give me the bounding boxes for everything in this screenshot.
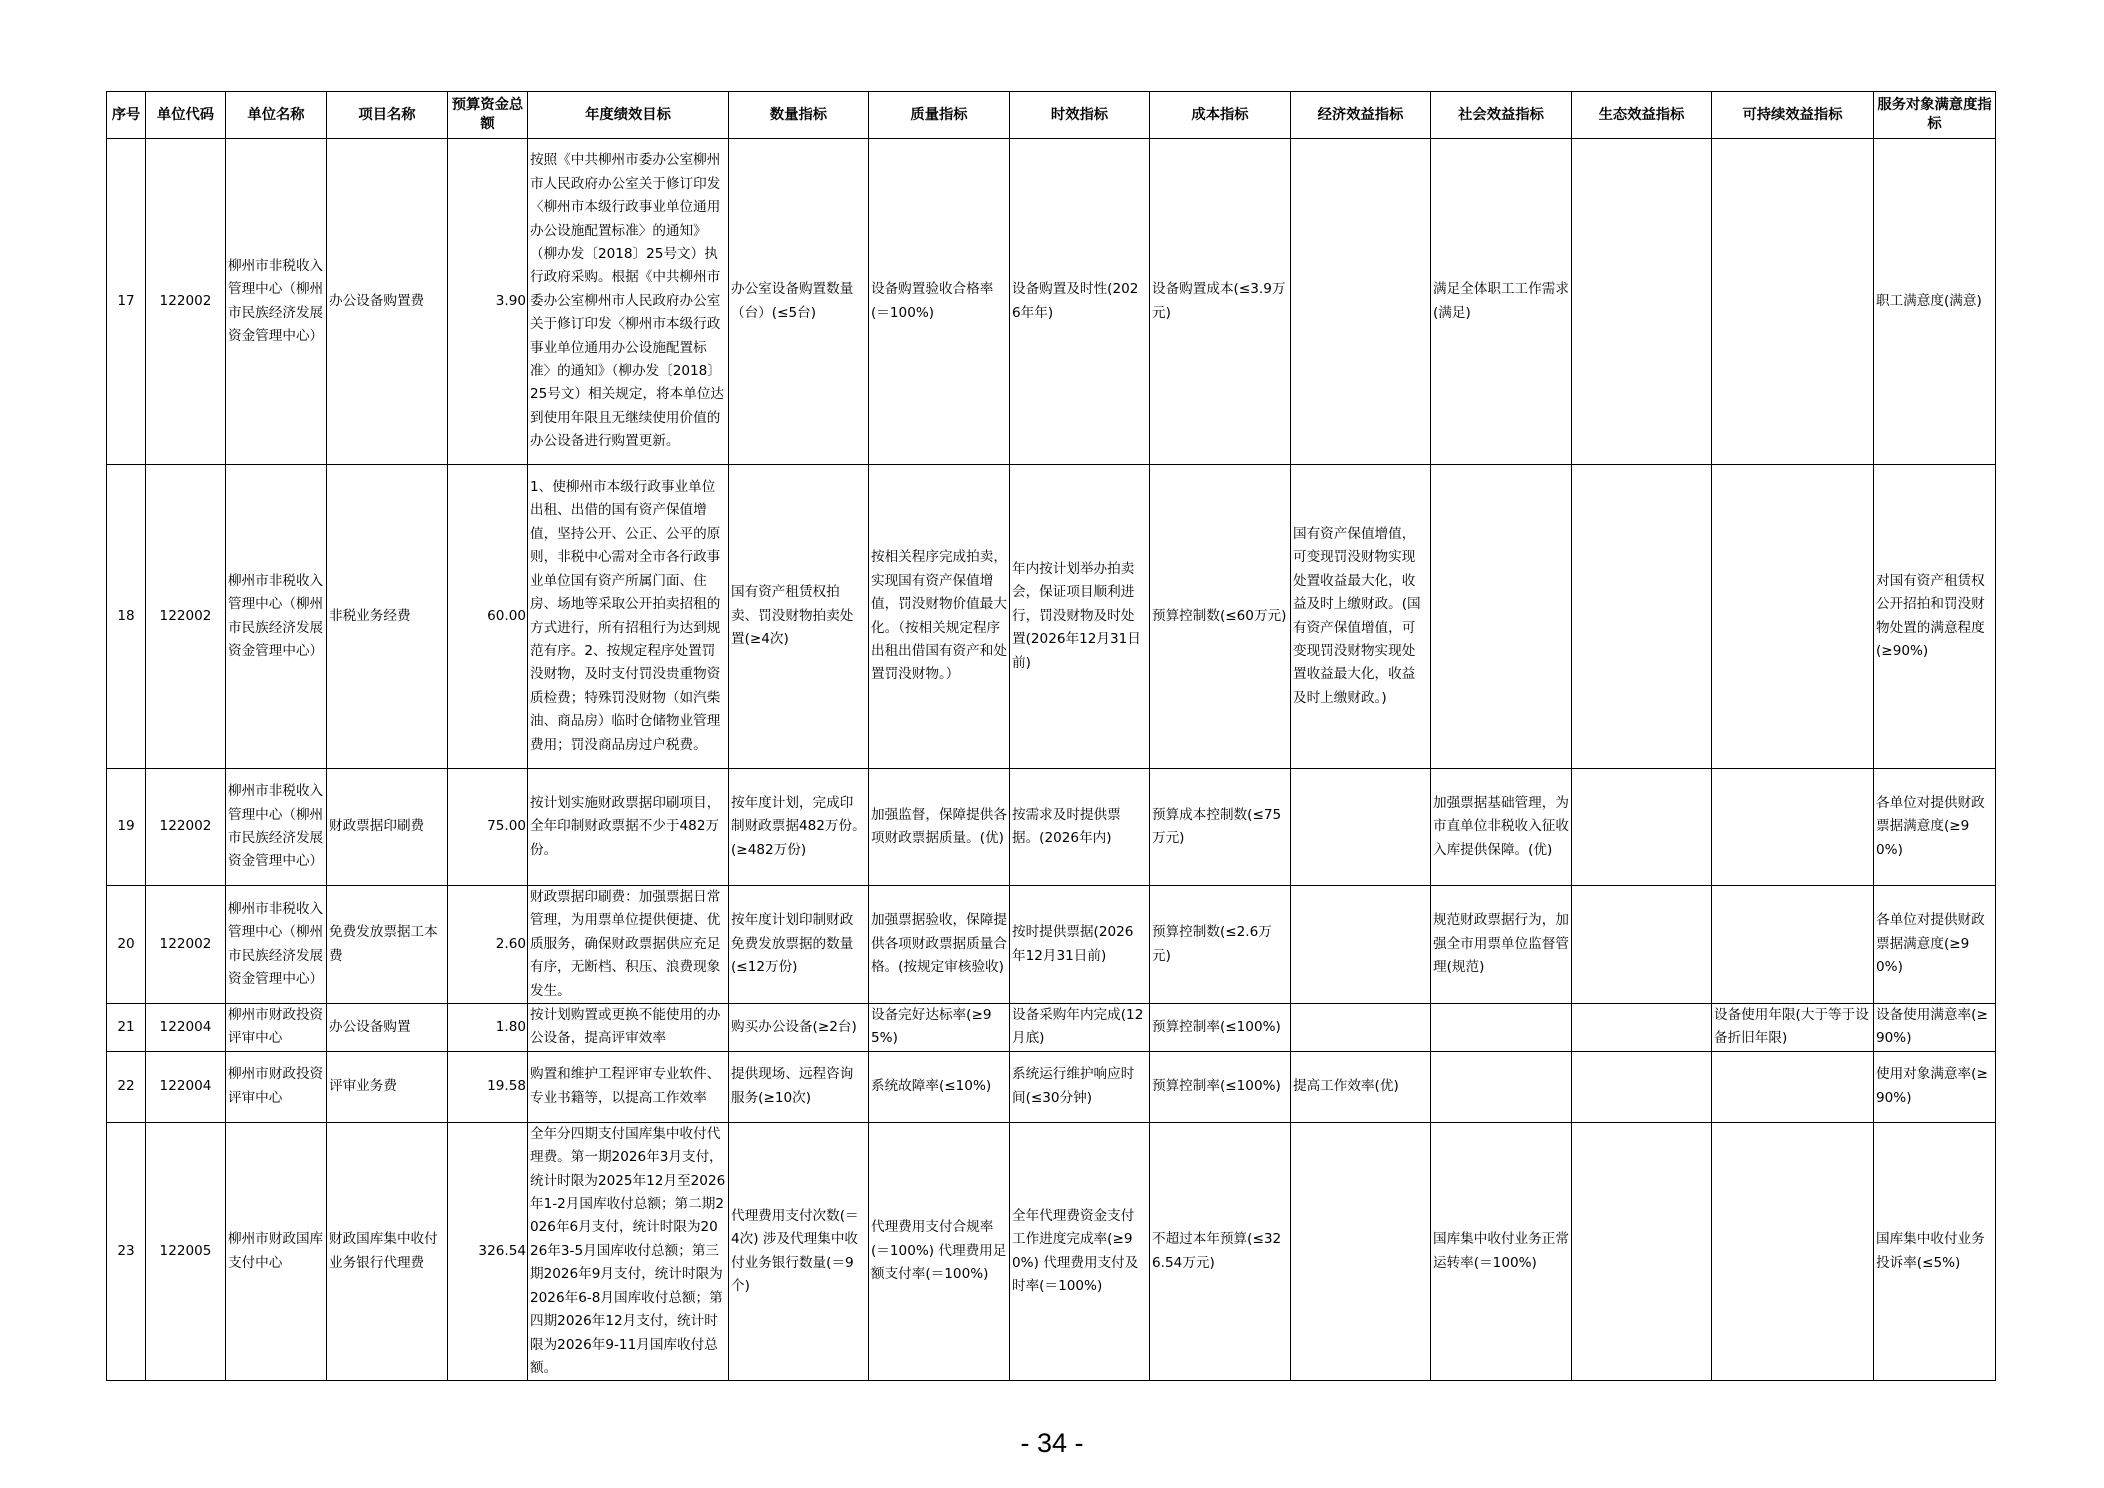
timeliness-indicator: 按需求及时提供票据。(2026年内): [1010, 769, 1150, 886]
unit-name: 柳州市非税收入管理中心（柳州市民族经济发展资金管理中心）: [226, 465, 327, 769]
quantity-indicator: 按年度计划印制财政免费发放票据的数量(≤12万份): [729, 886, 869, 1004]
quantity-indicator: 国有资产租赁权拍卖、罚没财物拍卖处置(≥4次): [729, 465, 869, 769]
satisfaction-indicator: 对国有资产租赁权公开招拍和罚没财物处置的满意程度(≥90%): [1874, 465, 1996, 769]
ecological-indicator: [1572, 139, 1712, 465]
header-cell: 经济效益指标: [1291, 92, 1431, 139]
sustainable-indicator: [1712, 1051, 1874, 1122]
sustainable-indicator: [1712, 886, 1874, 1004]
sustainable-indicator: [1712, 1122, 1874, 1380]
header-cell: 项目名称: [327, 92, 448, 139]
table-row: [107, 465, 1996, 769]
ecological-indicator: [1572, 886, 1712, 1004]
satisfaction-indicator: 国库集中收付业务投诉率(≤5%): [1874, 1122, 1996, 1380]
budget-total: 60.00: [448, 465, 528, 769]
header-cell: 数量指标: [729, 92, 869, 139]
ecological-indicator: [1572, 1051, 1712, 1122]
quality-indicator: 代理费用支付合规率(＝100%) 代理费用足额支付率(＝100%): [869, 1122, 1010, 1380]
project-name: 评审业务费: [327, 1051, 448, 1122]
annual-goal: 购置和维护工程评审专业软件、专业书籍等，以提高工作效率: [528, 1051, 729, 1122]
row-number: 21: [107, 1004, 146, 1052]
unit-name: 柳州市非税收入管理中心（柳州市民族经济发展资金管理中心）: [226, 769, 327, 886]
table-row: [107, 886, 1996, 1004]
cost-indicator: 设备购置成本(≤3.9万元): [1150, 139, 1291, 465]
table-row: [107, 139, 1996, 465]
ecological-indicator: [1572, 769, 1712, 886]
social-indicator: 国库集中收付业务正常运转率(＝100%): [1431, 1122, 1572, 1380]
header-cell: 质量指标: [869, 92, 1010, 139]
annual-goal: 按计划实施财政票据印刷项目，全年印制财政票据不少于482万份。: [528, 769, 729, 886]
unit-code: 122002: [146, 465, 226, 769]
cost-indicator: 预算控制数(≤2.6万元): [1150, 886, 1291, 1004]
project-name: 办公设备购置费: [327, 139, 448, 465]
ecological-indicator: [1572, 465, 1712, 769]
unit-name: 柳州市财政投资评审中心: [226, 1004, 327, 1052]
social-indicator: 规范财政票据行为，加强全市用票单位监督管理(规范): [1431, 886, 1572, 1004]
annual-goal: 全年分四期支付国库集中收付代理费。第一期2026年3月支付，统计时限为2025年12月至2026年1-2月国库收付总额；第二期2026年6月支付，统计时限为2026年3-5月国库收付总额；第三期2026年9月支付，统计时限为2026年6-8月国库收付总额；第四期2026年12月支付，统计时限为2026年9-11月国库收付总额。: [528, 1122, 729, 1380]
annual-goal: 1、使柳州市本级行政事业单位出租、出借的国有资产保值增值，坚持公开、公正、公平的原则，非税中心需对全市各行政事业单位国有资产所属门面、住房、场地等采取公开拍卖招租的方式进行，所有招租行为达到规范有序。2、按规定程序处置罚没财物，及时支付罚没贵重物资质检费；特殊罚没财物（如汽柴油、商品房）临时仓储物业管理费用；罚没商品房过户税费。: [528, 465, 729, 769]
unit-code: 122004: [146, 1004, 226, 1052]
timeliness-indicator: 系统运行维护响应时间(≤30分钟): [1010, 1051, 1150, 1122]
header-cell: 生态效益指标: [1572, 92, 1712, 139]
quantity-indicator: 办公室设备购置数量（台）(≤5台): [729, 139, 869, 465]
unit-name: 柳州市非税收入管理中心（柳州市民族经济发展资金管理中心）: [226, 886, 327, 1004]
annual-goal: 按计划购置或更换不能使用的办公设备，提高评审效率: [528, 1004, 729, 1052]
quantity-indicator: 购买办公设备(≥2台): [729, 1004, 869, 1052]
sustainable-indicator: [1712, 769, 1874, 886]
row-number: 17: [107, 139, 146, 465]
row-number: 20: [107, 886, 146, 1004]
timeliness-indicator: 年内按计划举办拍卖会，保证项目顺利进行，罚没财物及时处置(2026年12月31日前): [1010, 465, 1150, 769]
header-cell: 单位代码: [146, 92, 226, 139]
header-cell: 社会效益指标: [1431, 92, 1572, 139]
budget-total: 1.80: [448, 1004, 528, 1052]
sustainable-indicator: [1712, 465, 1874, 769]
quality-indicator: 系统故障率(≤10%): [869, 1051, 1010, 1122]
economic-indicator: [1291, 139, 1431, 465]
header-cell: 服务对象满意度指标: [1874, 92, 1996, 139]
sustainable-indicator: [1712, 139, 1874, 465]
budget-total: 19.58: [448, 1051, 528, 1122]
satisfaction-indicator: 设备使用满意率(≥90%): [1874, 1004, 1996, 1052]
economic-indicator: [1291, 769, 1431, 886]
unit-name: 柳州市非税收入管理中心（柳州市民族经济发展资金管理中心）: [226, 139, 327, 465]
social-indicator: [1431, 1004, 1572, 1052]
table-row: [107, 769, 1996, 886]
social-indicator: 满足全体职工工作需求(满足): [1431, 139, 1572, 465]
economic-indicator: [1291, 886, 1431, 1004]
timeliness-indicator: 设备采购年内完成(12月底): [1010, 1004, 1150, 1052]
page-number: - 34 -: [1020, 1428, 1084, 1458]
project-name: 办公设备购置: [327, 1004, 448, 1052]
cost-indicator: 预算控制率(≤100%): [1150, 1004, 1291, 1052]
unit-code: 122005: [146, 1122, 226, 1380]
header-cell: 序号: [107, 92, 146, 139]
quality-indicator: 设备完好达标率(≥95%): [869, 1004, 1010, 1052]
quality-indicator: 按相关程序完成拍卖，实现国有资产保值增值，罚没财物价值最大化。（按相关规定程序出租出借国有资产和处置罚没财物。）: [869, 465, 1010, 769]
economic-indicator: 国有资产保值增值，可变现罚没财物实现处置收益最大化，收益及时上缴财政。(国有资产保值增值，可变现罚没财物实现处置收益最大化，收益及时上缴财政。): [1291, 465, 1431, 769]
row-number: 18: [107, 465, 146, 769]
economic-indicator: 提高工作效率(优): [1291, 1051, 1431, 1122]
table-row: [107, 1004, 1996, 1052]
quantity-indicator: 提供现场、远程咨询服务(≥10次): [729, 1051, 869, 1122]
row-number: 22: [107, 1051, 146, 1122]
cost-indicator: 预算成本控制数(≤75万元): [1150, 769, 1291, 886]
unit-name: 柳州市财政国库支付中心: [226, 1122, 327, 1380]
table-row: [107, 1051, 1996, 1122]
timeliness-indicator: 全年代理费资金支付工作进度完成率(≥90%) 代理费用支付及时率(＝100%): [1010, 1122, 1150, 1380]
economic-indicator: [1291, 1122, 1431, 1380]
budget-total: 326.54: [448, 1122, 528, 1380]
social-indicator: 加强票据基础管理，为市直单位非税收入征收入库提供保障。(优): [1431, 769, 1572, 886]
quality-indicator: 设备购置验收合格率(＝100%): [869, 139, 1010, 465]
satisfaction-indicator: 使用对象满意率(≥90%): [1874, 1051, 1996, 1122]
quality-indicator: 加强票据验收，保障提供各项财政票据质量合格。(按规定审核验收): [869, 886, 1010, 1004]
ecological-indicator: [1572, 1004, 1712, 1052]
quantity-indicator: 代理费用支付次数(＝4次) 涉及代理集中收付业务银行数量(＝9个): [729, 1122, 869, 1380]
row-number: 19: [107, 769, 146, 886]
economic-indicator: [1291, 1004, 1431, 1052]
quantity-indicator: 按年度计划，完成印制财政票据482万份。(≥482万份): [729, 769, 869, 886]
cost-indicator: 不超过本年预算(≤326.54万元): [1150, 1122, 1291, 1380]
social-indicator: [1431, 1051, 1572, 1122]
annual-goal: 财政票据印刷费：加强票据日常管理，为用票单位提供便捷、优质服务，确保财政票据供应充足有序，无断档、积压、浪费现象发生。: [528, 886, 729, 1004]
social-indicator: [1431, 465, 1572, 769]
satisfaction-indicator: 各单位对提供财政票据满意度(≥90%): [1874, 769, 1996, 886]
cost-indicator: 预算控制率(≤100%): [1150, 1051, 1291, 1122]
annual-goal: 按照《中共柳州市委办公室柳州市人民政府办公室关于修订印发〈柳州市本级行政事业单位通用办公设施配置标准〉的通知》（柳办发〔2018〕25号文）执行政府采购。根据《中共柳州市委办公室柳州市人民政府办公室关于修订印发〈柳州市本级行政事业单位通用办公设施配置标准〉的通知》（柳办发〔2018〕25号文）相关规定，将本单位达到使用年限且无继续使用价值的办公设备进行购置更新。: [528, 139, 729, 465]
satisfaction-indicator: 职工满意度(满意): [1874, 139, 1996, 465]
budget-total: 2.60: [448, 886, 528, 1004]
header-cell: 成本指标: [1150, 92, 1291, 139]
table-row: [107, 1122, 1996, 1380]
cost-indicator: 预算控制数(≤60万元): [1150, 465, 1291, 769]
project-name: 财政国库集中收付业务银行代理费: [327, 1122, 448, 1380]
unit-code: 122002: [146, 139, 226, 465]
header-cell: 预算资金总额: [448, 92, 528, 139]
header-cell: 年度绩效目标: [528, 92, 729, 139]
unit-code: 122002: [146, 769, 226, 886]
header-row: [107, 92, 1996, 139]
sustainable-indicator: 设备使用年限(大于等于设备折旧年限): [1712, 1004, 1874, 1052]
budget-total: 75.00: [448, 769, 528, 886]
project-name: 非税业务经费: [327, 465, 448, 769]
timeliness-indicator: 设备购置及时性(2026年年): [1010, 139, 1150, 465]
satisfaction-indicator: 各单位对提供财政票据满意度(≥90%): [1874, 886, 1996, 1004]
unit-name: 柳州市财政投资评审中心: [226, 1051, 327, 1122]
ecological-indicator: [1572, 1122, 1712, 1380]
unit-code: 122002: [146, 886, 226, 1004]
timeliness-indicator: 按时提供票据(2026年12月31日前): [1010, 886, 1150, 1004]
unit-code: 122004: [146, 1051, 226, 1122]
budget-total: 3.90: [448, 139, 528, 465]
row-number: 23: [107, 1122, 146, 1380]
project-name: 财政票据印刷费: [327, 769, 448, 886]
header-cell: 单位名称: [226, 92, 327, 139]
header-cell: 可持续效益指标: [1712, 92, 1874, 139]
project-name: 免费发放票据工本费: [327, 886, 448, 1004]
header-cell: 时效指标: [1010, 92, 1150, 139]
performance-table: [106, 91, 1996, 1381]
quality-indicator: 加强监督，保障提供各项财政票据质量。(优): [869, 769, 1010, 886]
